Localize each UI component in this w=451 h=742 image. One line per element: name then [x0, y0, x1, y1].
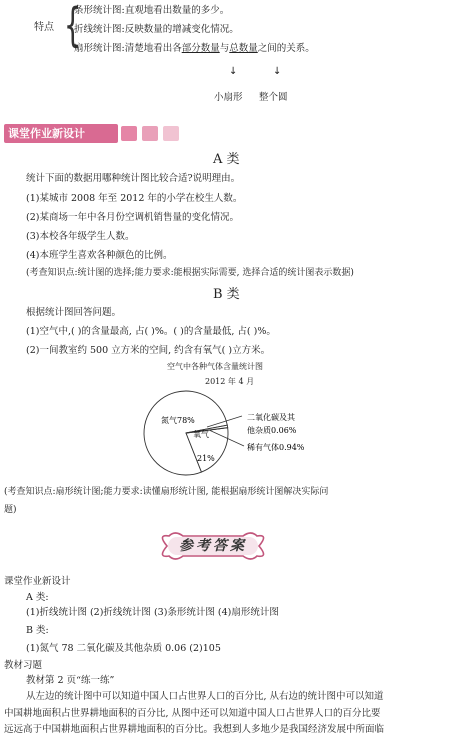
section-b-note: (考查知识点:扇形统计图;能力要求:读懂扇形统计图, 能根据扇形统计图解决实际问	[4, 487, 329, 497]
slice-label-co2: 二氧化碳及其	[247, 413, 295, 422]
feature-bar-chart: 条形统计图:直观地看出数量的多少。	[74, 5, 230, 16]
list-item: (3)本校各年级学生人数。	[26, 231, 135, 242]
part-quantity-text: 部分数量	[181, 43, 220, 54]
slice-label-oxygen: 氧气	[193, 430, 209, 439]
paragraph-line: 中国耕地面积占世界耕地面积的百分比, 从图中还可以知道中国人口占世界人口的百分比要	[4, 708, 381, 719]
paragraph-line: 从左边的统计图中可以知道中国人口占世界人口的百分比, 从右边的统计图中可以知道	[26, 691, 384, 702]
section-a-note: (考查知识点:统计图的选择;能力要求:能根据实际需要, 选择合适的统计图表示数据)	[26, 268, 354, 278]
features-label: 特点	[34, 22, 54, 33]
answers-b: (1)氮气 78 二氧化碳及其他杂质 0.06 (2)105	[26, 643, 221, 654]
arrow-down-icon: ↓	[229, 66, 238, 77]
question-1: (1)空气中,( )的含量最高, 占( )%。( )的含量最低, 占( )%。	[26, 326, 276, 337]
brace-icon: {	[63, 0, 82, 52]
section-b-intro: 根据统计图回答问题。	[26, 307, 122, 318]
answers-a-label: A 类:	[26, 592, 49, 603]
section-b-title: B 类	[213, 287, 240, 302]
feature-pie-chart: 扇形统计图:清楚地看出各部分数量与总数量之间的关系。	[74, 43, 315, 54]
chart-title: 空气中各种气体含量统计图	[167, 362, 263, 371]
section-b-note-cont: 题)	[4, 505, 17, 515]
slice-label-nitrogen: 氮气78%	[161, 416, 195, 425]
textbook-subheading: 教材第 2 页“练一练”	[26, 675, 115, 686]
small-sector-label: 小扇形	[214, 92, 243, 103]
answers-seal	[153, 530, 273, 562]
answers-heading: 课堂作业新设计	[4, 576, 71, 587]
feature-line-chart: 折线统计图:反映数量的增减变化情况。	[74, 24, 239, 35]
section-a-intro: 统计下面的数据用哪种统计图比较合适?说明理由。	[26, 173, 241, 184]
total-quantity-text: 总数量	[229, 43, 258, 54]
list-item: (4)本班学生喜欢各种颜色的比例。	[26, 250, 173, 261]
slice-label-rare-gases: 稀有气体0.94%	[247, 443, 305, 452]
answers-b-label: B 类:	[26, 625, 49, 636]
slice-value-oxygen: 21%	[197, 454, 215, 463]
textbook-heading: 教材习题	[4, 660, 43, 671]
paragraph-line: 远远高于中国耕地面积占世界耕地面积的百分比。我想到人多地少是我国经济发展中所面临	[4, 724, 385, 735]
chart-subtitle: 2012 年 4 月	[205, 377, 255, 386]
section-banner: 课堂作业新设计	[4, 124, 118, 143]
arrow-down-icon: ↓	[273, 66, 282, 77]
section-a-title: A 类	[213, 152, 240, 167]
whole-circle-label: 整个圆	[259, 92, 288, 103]
list-item: (2)某商场一年中各月份空调机销售量的变化情况。	[26, 212, 239, 223]
seal-text: 参考答案	[179, 538, 247, 554]
question-2: (2)一间教室约 500 立方米的空间, 约含有氧气( )立方米。	[26, 345, 271, 356]
list-item: (1)某城市 2008 年至 2012 年的小学在校生人数。	[26, 193, 243, 204]
answers-a: (1)折线统计图 (2)折线统计图 (3)条形统计图 (4)扇形统计图	[26, 607, 279, 618]
slice-value-co2: 他杂质0.06%	[247, 426, 297, 435]
